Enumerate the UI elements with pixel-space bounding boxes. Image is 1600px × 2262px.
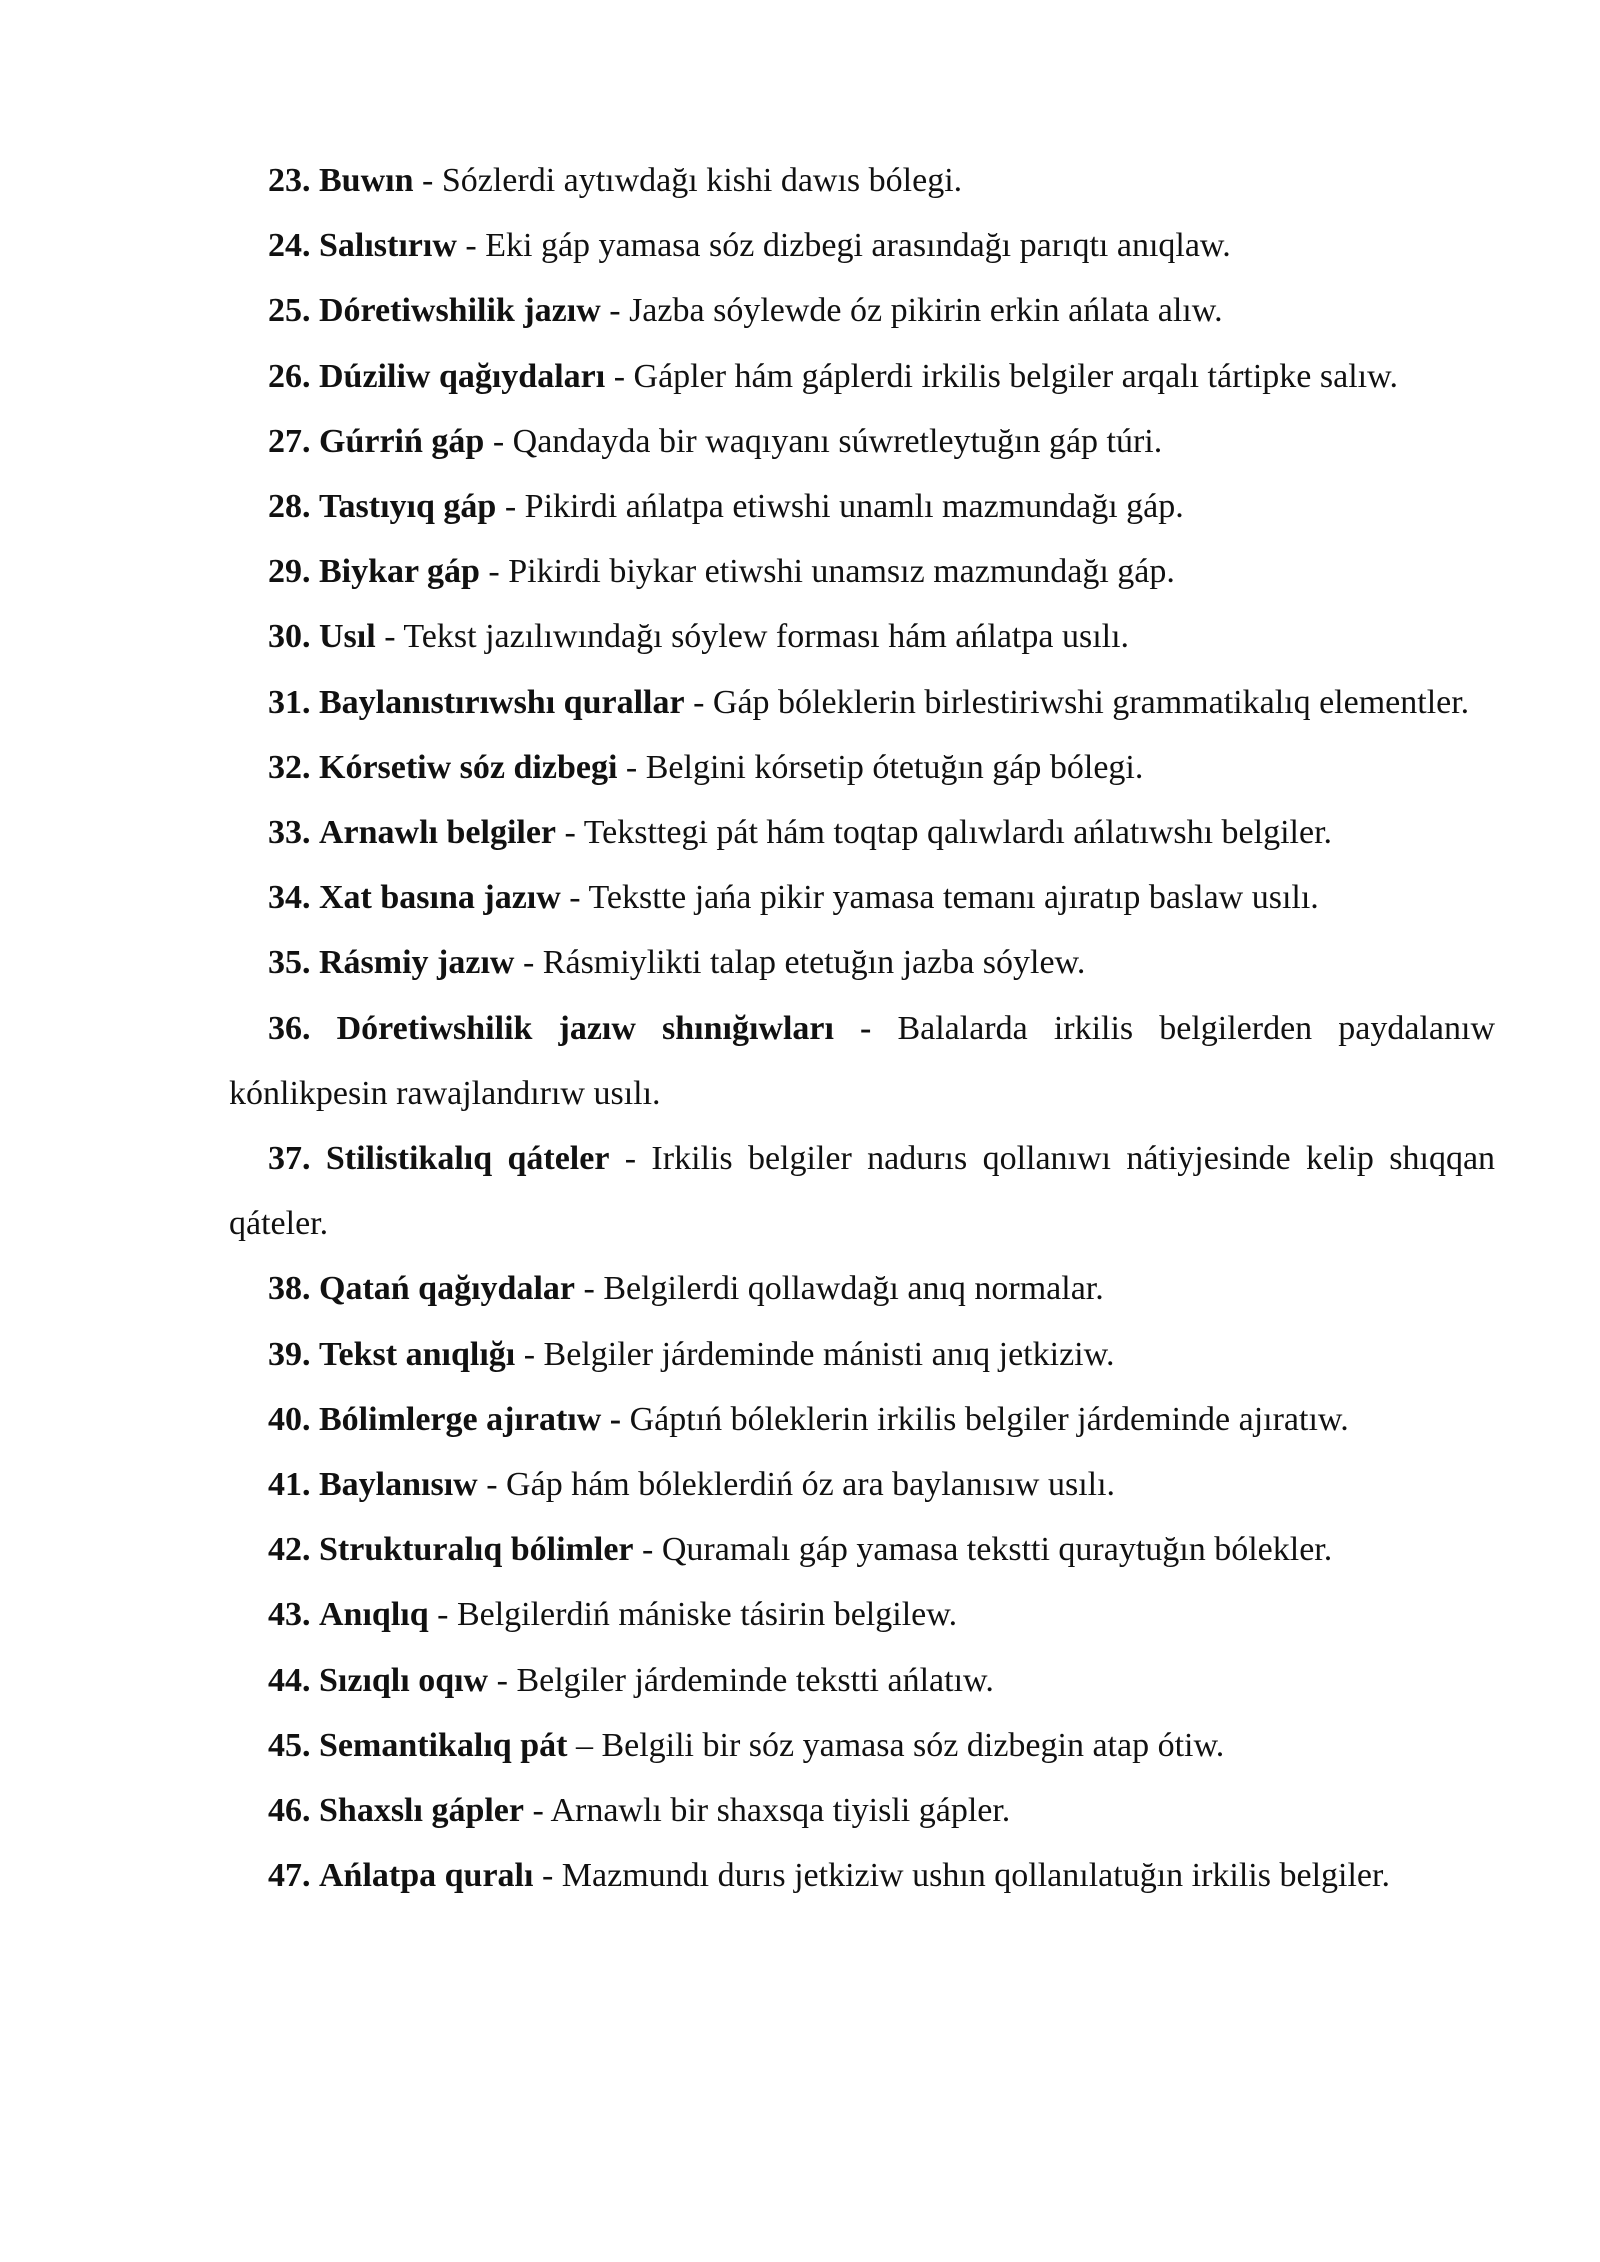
entry-number: 24. — [268, 227, 311, 265]
entry-definition: Eki gáp yamasa sóz dizbegi arasındağı parıqtı anıqlaw. — [485, 227, 1231, 265]
entry-definition: Pikirdi ańlatpa etiwshi unamlı mazmundağı gáp. — [524, 488, 1184, 526]
glossary-entry — [229, 1256, 1495, 1321]
entry-number: 36. — [268, 1009, 311, 1047]
entry-definition: Sózlerdi aytıwdağı kishi dawıs bólegi. — [441, 162, 963, 199]
entry-definition: Gápler hám gáplerdi irkilis belgiler arqalı tártipke salıw. — [633, 357, 1398, 395]
entry-separator: - — [533, 1857, 562, 1895]
entry-term: Arnawlı belgiler — [319, 814, 557, 852]
glossary-entry — [229, 344, 1495, 409]
entry-term: Tekst anıqlığı — [319, 1335, 516, 1373]
entry-term: Salıstırıw — [319, 227, 457, 265]
entry-term: Baylanısıw — [319, 1466, 478, 1504]
entry-separator: - — [496, 488, 525, 526]
entry-separator: - — [413, 162, 442, 199]
entry-number: 38. — [268, 1270, 311, 1308]
glossary-entry — [229, 735, 1495, 800]
entry-term: Sızıqlı oqıw — [319, 1661, 489, 1699]
entry-definition: Pikirdi biykar etiwshi unamsız mazmundağı gáp. — [508, 553, 1175, 591]
glossary-entry — [229, 213, 1495, 278]
entry-separator: – — [567, 1726, 602, 1764]
entry-definition: Tekst jazılıwındağı sóylew forması hám ańlatpa usılı. — [403, 618, 1130, 656]
entry-separator: - — [560, 879, 589, 917]
entry-number: 35. — [268, 944, 311, 982]
entry-definition: Belgili bir sóz yamasa sóz dizbegin atap ótiw. — [601, 1726, 1225, 1764]
entry-separator: - — [477, 1466, 507, 1504]
entry-separator: - — [375, 618, 404, 656]
entry-definition: Gáp hám bóleklerdiń óz ara baylanısıw usılı. — [506, 1466, 1116, 1504]
entry-number: 30. — [268, 618, 311, 656]
entry-number: 42. — [268, 1531, 311, 1569]
entry-separator: - — [428, 1596, 457, 1634]
entry-term: Shaxslı gápler — [319, 1792, 524, 1830]
entry-term: Gúrriń gáp — [319, 422, 485, 460]
entry-separator: - — [556, 814, 584, 852]
entry-separator: - — [574, 1270, 604, 1308]
entry-term: Tastıyıq gáp — [319, 488, 497, 526]
entry-number: 29. — [268, 553, 311, 591]
glossary-entry — [229, 800, 1495, 865]
entry-definition: Belgiler járdeminde tekstti ańlatıw. — [516, 1661, 994, 1699]
entry-number: 34. — [268, 879, 311, 917]
glossary-entry — [229, 1387, 1495, 1452]
entry-definition: Belgini kórsetip ótetuğın gáp bólegi. — [645, 748, 1144, 786]
entry-number: 27. — [268, 422, 311, 460]
entry-definition: Gáp bóleklerin birlestiriwshi grammatikalıq elementler. — [712, 683, 1470, 721]
entry-term: Ańlatpa quralı — [319, 1857, 534, 1895]
entry-separator: - — [484, 422, 513, 460]
entry-term: Dúziliw qağıydaları — [319, 357, 606, 395]
entry-term: Biykar gáp — [319, 553, 480, 591]
entry-definition: Balalarda irkilis belgilerden paydalanıw kónlikpesin rawajlandırıw usılı. — [229, 1009, 1495, 1112]
entry-term: Qatań qağıydalar — [319, 1270, 575, 1308]
entry-number: 45. — [268, 1726, 311, 1764]
entry-separator — [621, 1401, 630, 1438]
entry-definition: Irkilis belgiler nadurıs qollanıwı nátiyjesinde kelip shıqqan qáteler. — [229, 1140, 1496, 1243]
entry-definition: Jazba sóylewde óz pikirin erkin ańlata alıw. — [629, 292, 1223, 330]
entry-definition: Gáptıń bóleklerin irkilis belgiler járdeminde ajıratıw. — [629, 1400, 1349, 1438]
entry-number: 31. — [268, 683, 311, 721]
entry-term: Usıl — [319, 618, 376, 656]
glossary-entry — [229, 1648, 1495, 1713]
entry-term: Kórsetiw sóz dizbegi — [319, 748, 618, 786]
entry-number: 37. — [268, 1140, 311, 1178]
entry-term: Xat basına jazıw — [319, 879, 561, 917]
entry-number: 26. — [268, 357, 311, 395]
entry-term: Dóretiwshilik jazıw — [319, 292, 601, 330]
entry-separator: - — [479, 553, 509, 591]
entry-separator — [871, 1010, 897, 1047]
entry-number: 43. — [268, 1596, 311, 1634]
entry-separator: - — [488, 1661, 517, 1699]
entry-separator: - — [684, 683, 713, 721]
glossary-entry — [229, 1452, 1495, 1517]
glossary-entry — [229, 409, 1495, 474]
entry-number: 39. — [268, 1335, 311, 1373]
glossary-entry — [229, 670, 1495, 735]
entry-term: Dóretiwshilik jazıw shınığıwları - — [336, 1009, 872, 1047]
glossary-entry — [229, 604, 1495, 669]
entry-separator: - — [514, 944, 543, 982]
entry-separator: - — [617, 748, 646, 786]
glossary-entry — [229, 1713, 1495, 1778]
entry-number: 32. — [268, 748, 311, 786]
entry-definition: Tekstte jańa pikir yamasa temanı ajıratıp baslaw usılı. — [588, 879, 1319, 917]
glossary-entry — [229, 930, 1495, 995]
entry-term: Baylanıstırıwshı qurallar — [319, 683, 685, 721]
entry-definition: Teksttegi pát hám toqtap qalıwlardı ańlatıwshı belgiler. — [583, 814, 1333, 852]
entry-term: Buwın — [319, 162, 414, 199]
entry-number: 46. — [268, 1792, 311, 1830]
entry-definition: Belgilerdi qollawdağı anıq normalar. — [603, 1270, 1104, 1308]
entry-definition: Quramalı gáp yamasa tekstti quraytuğın bólekler. — [661, 1531, 1333, 1569]
glossary-entry — [229, 1778, 1495, 1843]
entry-term: Rásmiy jazıw — [319, 944, 515, 982]
entry-definition: Belgiler járdeminde mánisti anıq jetkiziw. — [543, 1335, 1115, 1373]
entry-separator: - — [609, 1140, 652, 1178]
entry-definition: Arnawlı bir shaxsqa tiyisli gápler. — [550, 1792, 1011, 1830]
glossary-entry — [229, 148, 1495, 213]
glossary-entry — [229, 1582, 1495, 1647]
glossary-entry — [229, 1126, 1495, 1256]
entry-term: Semantikalıq pát — [319, 1726, 568, 1764]
glossary-entry — [229, 865, 1495, 930]
entry-term: Anıqlıq — [319, 1596, 429, 1634]
glossary-entry — [229, 1517, 1495, 1582]
entry-separator: - — [515, 1335, 544, 1373]
entry-number: 41. — [268, 1466, 311, 1504]
entry-separator: - — [600, 292, 630, 330]
glossary-entry — [229, 474, 1495, 539]
glossary-entry — [229, 996, 1495, 1126]
glossary-entry — [229, 1843, 1495, 1908]
entry-number: 40. — [268, 1400, 311, 1438]
glossary-list — [229, 148, 1495, 1908]
entry-number: 47. — [268, 1857, 311, 1895]
entry-separator: - — [456, 227, 486, 265]
entry-separator: - — [523, 1792, 551, 1830]
entry-definition: Rásmiylikti talap etetuğın jazba sóylew. — [542, 944, 1086, 982]
glossary-entry — [229, 278, 1495, 343]
entry-term: Stilistikalıq qáteler — [325, 1140, 610, 1178]
entry-number: 44. — [268, 1661, 311, 1699]
entry-separator: - — [605, 357, 634, 395]
entry-definition: Belgilerdiń mániske tásirin belgilew. — [456, 1596, 958, 1634]
entry-number: 28. — [268, 488, 311, 526]
glossary-entry — [229, 1322, 1495, 1387]
entry-number: 23. — [268, 162, 311, 199]
entry-term: Bólimlerge ajıratıw - — [319, 1400, 622, 1438]
entry-number: 33. — [268, 814, 311, 852]
entry-term: Strukturalıq bólimler — [319, 1531, 634, 1569]
entry-separator: - — [633, 1531, 662, 1569]
entry-number: 25. — [268, 292, 311, 330]
glossary-entry — [229, 539, 1495, 604]
entry-definition: Qandayda bir waqıyanı súwretleytuğın gáp túri. — [512, 422, 1163, 460]
entry-definition: Mazmundı durıs jetkiziw ushın qollanılatuğın irkilis belgiler. — [561, 1857, 1390, 1895]
